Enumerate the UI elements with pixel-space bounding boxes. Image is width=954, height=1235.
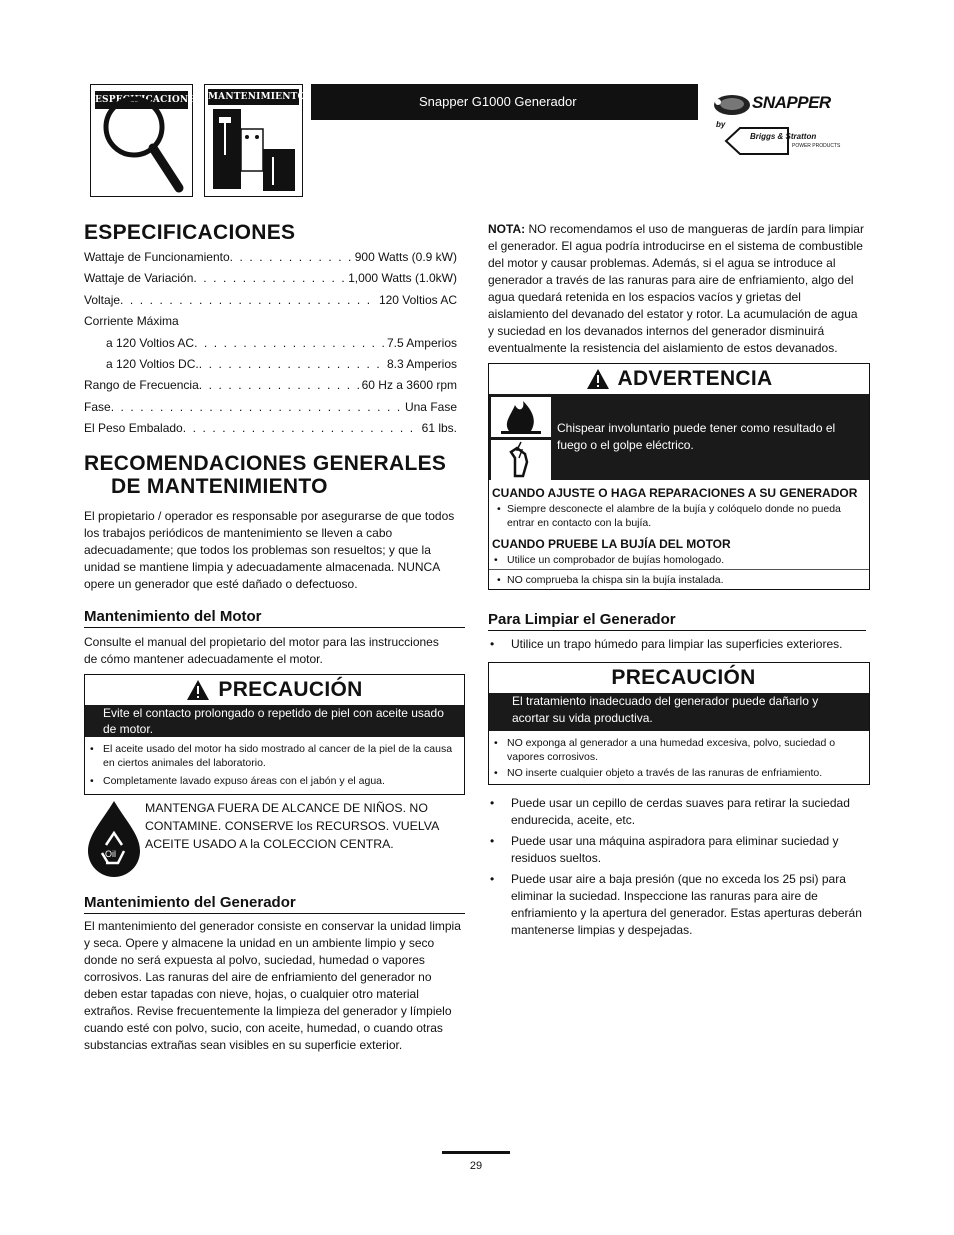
mantenimiento-icon-label: MANTENIMIENTO: [208, 89, 299, 105]
hazard-icons: [489, 394, 551, 480]
briggs-diamond-icon: [724, 126, 790, 156]
specs-list: [84, 247, 457, 440]
maintenance-tools-icon: [205, 85, 301, 195]
precaucion-bullets: [85, 737, 464, 794]
warning-triangle-icon: [602, 667, 603, 689]
fire-hazard-icon: [491, 397, 551, 437]
brand-name: SNAPPER: [752, 93, 831, 112]
list-item: • Siempre desconecte el alambre de la bujía y colóquelo donde no pueda entrar en contacto con la bujía.: [492, 502, 863, 530]
precaucion-box-generador: [488, 662, 870, 785]
precaucion-header: [489, 663, 869, 693]
magnifying-glass-icon: [91, 85, 191, 195]
advertencia-heading-2: CUANDO PRUEBE LA BUJÍA DEL MOTOR: [492, 537, 731, 551]
snapper-logo: [708, 88, 858, 158]
right-column: [488, 221, 870, 943]
advertencia-band-row: [489, 394, 869, 480]
list-item: • Puede usar aire a baja presión (que no exceda los 25 psi) para eliminar la suciedad. Inspeccione las ranuras para aire de enfriamiento y la apertura del generador. Estas aperturas deberán mantenerse limpias y despejadas.: [488, 871, 870, 939]
list-item: • NO inserte cualquier objeto a través de las ranuras de enfriamiento.: [489, 766, 863, 780]
generador-heading: Mantenimiento del Generador: [84, 894, 465, 914]
precaucion-box-motor: [84, 674, 465, 795]
spec-row: a 120 Voltios AC . . . 7.5 Amperios: [84, 333, 457, 354]
list-item: • Completamente lavado expuso áreas con el jabón y el agua.: [85, 774, 456, 788]
especificaciones-heading: ESPECIFICACIONES: [84, 221, 296, 244]
header-title-bar: Snapper G1000 Generador: [311, 84, 698, 120]
list-item: • Utilice un trapo húmedo para limpiar las superficies exteriores.: [488, 636, 858, 653]
especificaciones-section-icon: [90, 84, 203, 197]
motor-heading: Mantenimiento del Motor: [84, 608, 465, 628]
advertencia-box: [488, 363, 870, 590]
nota-paragraph: NOTA: NO recomendamos el uso de mangueras de jardín para limpiar el generador. El agua podría introducirse en el sistema de combustible del motor y causar problemas. Además, si el agua se introduce al generador a través de las ranuras para aire de enfriamiento, algo del agua quedará retenida en los espacios vacíos y grietas del aislamiento del devanado del estator y rotor. La acumulación de agua y suciedad en los devanados internos del generador disminuirá eventualmente la resistencia del aislamiento de estos devanados.: [488, 222, 864, 355]
spec-row: Rango de Frecuencia . . . 60 Hz a 3600 rpm: [84, 375, 457, 396]
electric-shock-icon: [491, 440, 551, 480]
recomendaciones-body: El propietario / operador es responsable por asegurarse de que todos los trabajos periódicos de mantenimiento se lleven a cabo adecuadamente; que todos los problemas son resueltos; y que la unidad se mantiene limpia y adecuadamente almacenada. NUNCA opere un generador que esté dañado o defectuoso.: [84, 508, 455, 591]
list-item: • Utilice un comprobador de bujías homologado.: [489, 553, 869, 570]
footer-rule: [442, 1151, 510, 1154]
limpiar-bullets-2: [488, 795, 870, 939]
list-item: • Puede usar un cepillo de cerdas suaves para retirar la suciedad endurecida, aceite, etc.: [488, 795, 870, 829]
warning-triangle-icon: [186, 679, 210, 701]
spec-row: Fase . . . Una Fase: [84, 397, 457, 418]
left-column: [84, 221, 466, 1054]
advertencia-body: [489, 480, 869, 589]
advertencia-band: Chispear involuntario puede tener como resultado el fuego o el golpe eléctrico.: [551, 394, 869, 480]
oil-recycle-icon: [84, 799, 144, 881]
brand-partner: Briggs & Stratton: [750, 132, 817, 141]
spec-row: Wattaje de Funcionamiento . . . 900 Watts (0.9 kW): [84, 247, 457, 268]
page-number: 29: [469, 1160, 483, 1172]
list-item: • El aceite usado del motor ha sido mostrado al cancer de la piel de la causa en ciertos animales del laboratorio.: [85, 742, 456, 770]
warning-triangle-icon: [586, 368, 610, 390]
oil-label: Oil: [105, 848, 116, 859]
advertencia-title: ADVERTENCIA: [617, 367, 773, 390]
brand-by: by: [716, 120, 726, 129]
precaucion-header: [85, 675, 464, 705]
precaucion-band: El tratamiento inadecuado del generador puede dañarlo y acortar su vida productiva.: [489, 693, 869, 731]
advertencia-header: [489, 364, 869, 394]
turtle-logo-icon: [710, 92, 752, 116]
mantenimiento-section-icon: [204, 84, 306, 197]
precaucion-title: PRECAUCIÓN: [218, 677, 363, 701]
spec-row: Wattaje de Variación . . . 1,000 Watts (1.0kW): [84, 268, 457, 289]
advertencia-bullets-2: [492, 553, 863, 587]
spec-row: Corriente Máxima: [84, 314, 179, 329]
recomendaciones-heading: RECOMENDACIONES GENERALES DE MANTENIMIENTO: [84, 451, 447, 498]
spec-row: El Peso Embalado . . . 61 lbs.: [84, 418, 457, 439]
motor-body: Consulte el manual del propietario del motor para las instrucciones de cómo mantener adecuadamente el motor.: [84, 634, 439, 666]
limpiar-bullets: [488, 636, 858, 653]
list-item: • NO exponga al generador a una humedad excesiva, polvo, suciedad o vapores corrosivos.: [489, 736, 863, 764]
advertencia-bullets-1: [492, 502, 863, 530]
precaucion-title: PRECAUCIÓN: [611, 666, 756, 689]
generador-body: El mantenimiento del generador consiste en conservar la unidad limpia y seca. Opere y almacene la unidad en un ambiente limpio y seco donde no será expuesta al polvo, suciedad, humedad o vapores corrosivos. Las ranuras del aire de enfriamiento del generador no deben estar tapadas con nieve, hojas, o cualquier otro material extraños. Revise frecuentemente la limpieza del generador y límpielo cuando esté con polvo, sucio, con aceite, humedad, o cuando otras substancias extrañas sean visibles en su superficie exterior.: [84, 918, 461, 1052]
recycle-notice: [84, 799, 466, 895]
especificaciones-icon-label: ESPECIFICACIONES: [95, 91, 188, 109]
precaucion-band: Evite el contacto prolongado o repetido de piel con aceite usado de motor.: [85, 705, 464, 737]
spec-row: Voltaje . . . 120 Voltios AC: [84, 290, 457, 311]
brand-partner-sub: POWER PRODUCTS: [792, 143, 841, 149]
advertencia-heading-1: CUANDO AJUSTE O HAGA REPARACIONES A SU GENERADOR: [492, 486, 858, 500]
recycle-text: MANTENGA FUERA DE ALCANCE DE NIÑOS. NO CONTAMINE. CONSERVE los RECURSOS. VUELVA ACEITE USADO A la COLECCION CENTRA.: [145, 800, 439, 851]
spec-row: a 120 Voltios DC. . . . 8.3 Amperios: [84, 354, 457, 375]
precaucion-bullets: [489, 731, 869, 784]
limpiar-heading: Para Limpiar el Generador: [488, 611, 866, 631]
list-item: • NO comprueba la chispa sin la bujía instalada.: [492, 573, 863, 587]
list-item: • Puede usar una máquina aspiradora para eliminar suciedad y residuos sueltos.: [488, 833, 870, 867]
